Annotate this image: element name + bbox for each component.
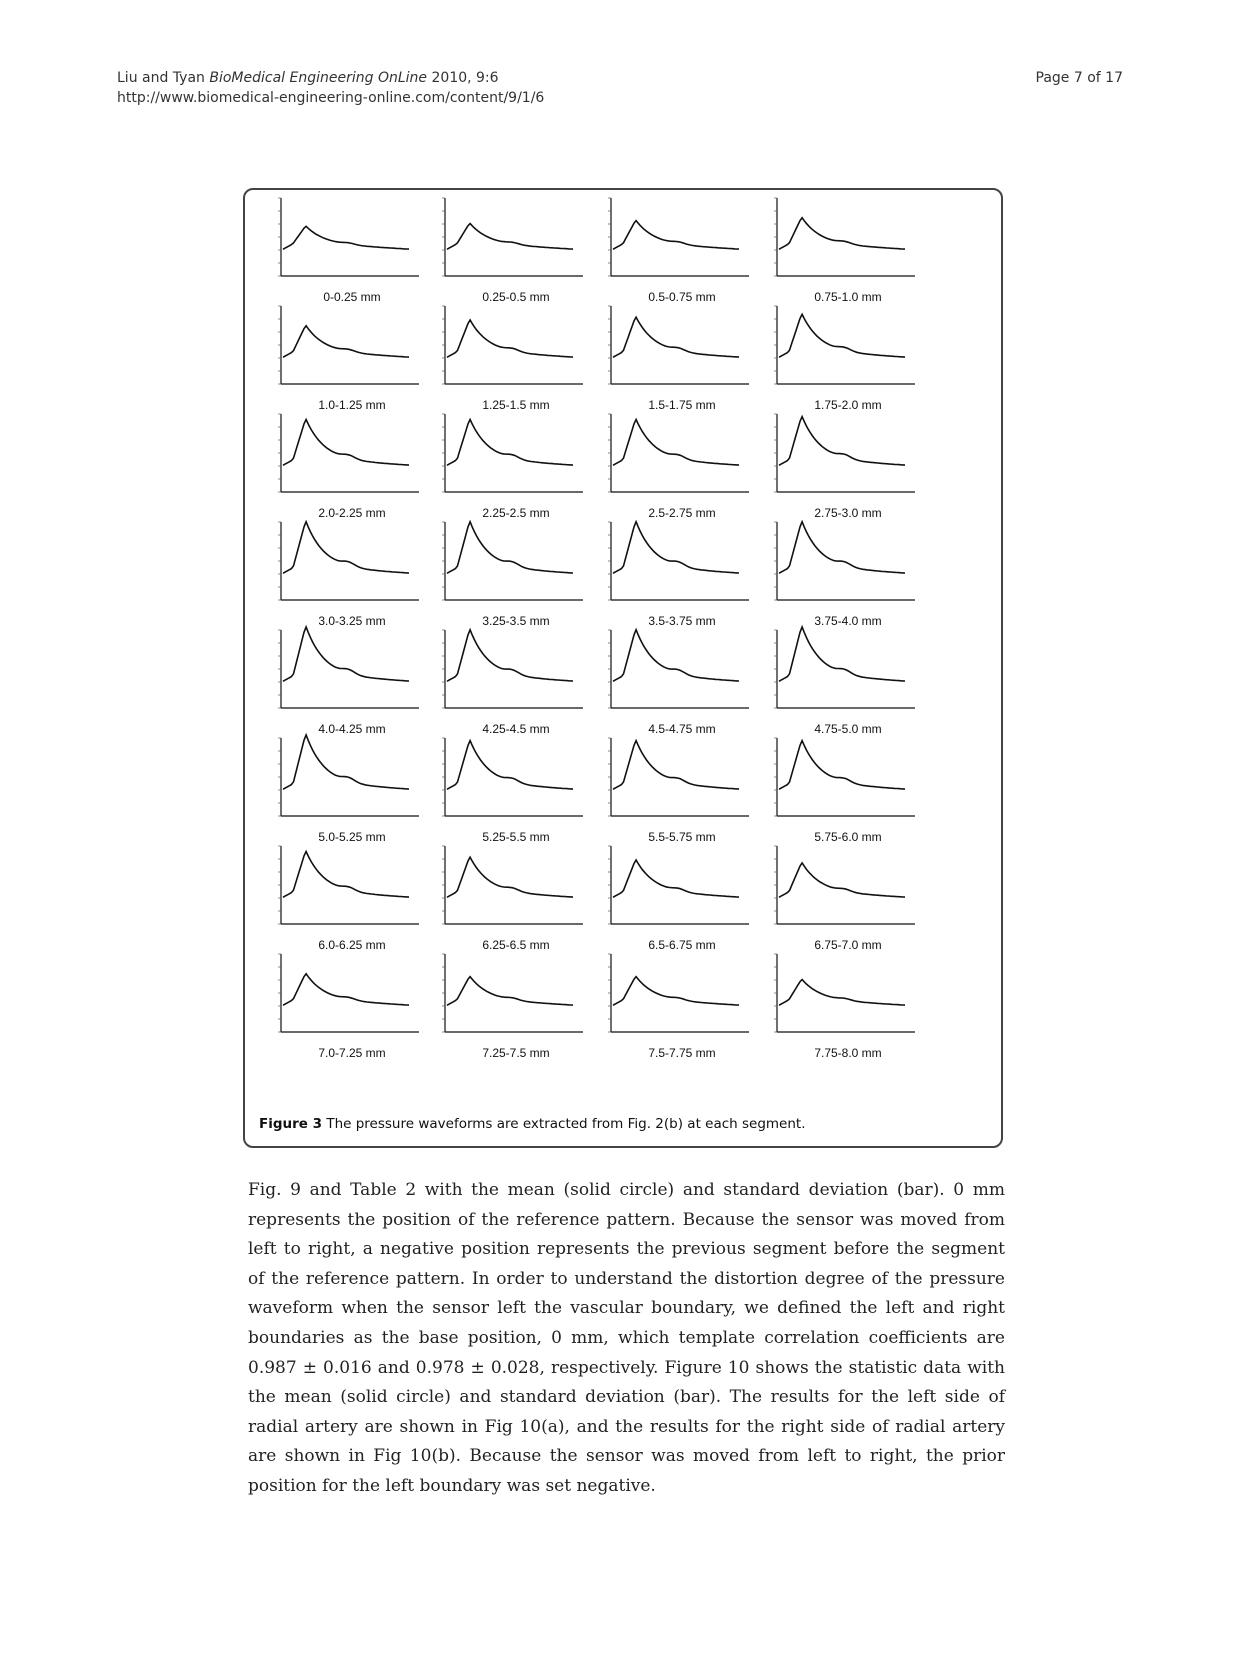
pressure-waveform — [447, 522, 573, 574]
pressure-waveform — [447, 320, 573, 357]
waveform-panel — [774, 414, 915, 492]
panel-label: 5.75-6.0 mm — [814, 830, 882, 844]
pressure-waveform — [779, 863, 905, 897]
waveform-panel — [608, 954, 749, 1032]
citation-line — [117, 68, 544, 88]
waveform-panel — [442, 954, 583, 1032]
pressure-waveform — [779, 314, 905, 357]
panel-label: 3.75-4.0 mm — [814, 614, 882, 628]
panel-label: 7.75-8.0 mm — [814, 1046, 882, 1060]
pressure-waveform — [613, 977, 739, 1006]
pressure-waveform — [779, 741, 905, 790]
waveform-panel — [774, 954, 915, 1032]
waveform-panel — [278, 846, 419, 924]
waveform-panel — [608, 738, 749, 816]
panel-label: 7.25-7.5 mm — [482, 1046, 550, 1060]
panel-label: 4.5-4.75 mm — [648, 722, 716, 736]
waveform-panel — [278, 198, 419, 276]
pressure-waveform — [283, 735, 409, 789]
pressure-waveform — [613, 630, 739, 682]
pressure-waveform — [447, 224, 573, 250]
panel-label: 7.5-7.75 mm — [648, 1046, 716, 1060]
panel-label: 2.75-3.0 mm — [814, 506, 882, 520]
page-number: Page 7 of 17 — [1035, 70, 1123, 86]
waveform-panel — [608, 414, 749, 492]
panel-label: 3.0-3.25 mm — [318, 614, 386, 628]
pressure-waveform — [283, 522, 409, 574]
panel-label: 0-0.25 mm — [323, 290, 381, 304]
waveform-panel — [442, 198, 583, 276]
panel-label: 2.0-2.25 mm — [318, 506, 386, 520]
pressure-waveform — [283, 627, 409, 681]
waveform-panel — [278, 627, 419, 708]
panel-label: 6.25-6.5 mm — [482, 938, 550, 952]
pressure-waveform — [779, 980, 905, 1006]
caption-text: The pressure waveforms are extracted from Fig. 2(b) at each segment. — [326, 1116, 806, 1132]
pressure-waveform — [613, 317, 739, 357]
pressure-waveform — [283, 974, 409, 1006]
panel-label: 4.25-4.5 mm — [482, 722, 550, 736]
waveform-panel — [278, 522, 419, 600]
panel-label: 0.5-0.75 mm — [648, 290, 716, 304]
waveform-panel — [608, 846, 749, 924]
pressure-waveform — [283, 852, 409, 898]
panel-label: 4.0-4.25 mm — [318, 722, 386, 736]
body-paragraph: Fig. 9 and Table 2 with the mean (solid circle) and standard deviation (bar). 0 mm represents the position of the reference pattern. Because the sensor was moved from left to right, a negative position represents the previous segment before the segment of the reference pattern. In order to understand the distortion degree of the pressure waveform when the sensor left the vascular boundary, we defined the left and right boundaries as the base position, 0 mm, which template correlation coefficients are 0.987 ± 0.016 and 0.978 ± 0.028, respectively. Figure 10 shows the statistic data with the mean (solid circle) and standard deviation (bar). The results for the left side of radial artery are shown in Fig 10(a), and the results for the right side of radial artery are shown in Fig 10(b). Because the sensor was moved from left to right, the prior position for the left boundary was set negative. — [248, 1180, 1005, 1496]
pressure-waveform — [613, 741, 739, 790]
pressure-waveform — [779, 627, 905, 681]
authors: Liu and Tyan — [117, 70, 205, 86]
pressure-waveform — [283, 326, 409, 358]
panel-label: 1.0-1.25 mm — [318, 398, 386, 412]
waveform-panel — [442, 414, 583, 492]
pressure-waveform — [447, 630, 573, 682]
pressure-waveform — [447, 420, 573, 466]
panel-label: 3.25-3.5 mm — [482, 614, 550, 628]
panel-label: 6.0-6.25 mm — [318, 938, 386, 952]
waveform-panel — [608, 522, 749, 600]
journal-name: BioMedical Engineering OnLine — [209, 70, 428, 86]
waveform-panel — [278, 306, 419, 384]
waveform-panel — [774, 738, 915, 816]
running-header — [117, 68, 544, 108]
panel-label: 4.75-5.0 mm — [814, 722, 882, 736]
article-url[interactable]: http://www.biomedical-engineering-online.com/content/9/1/6 — [117, 90, 545, 106]
panel-label: 5.25-5.5 mm — [482, 830, 550, 844]
panel-label: 1.25-1.5 mm — [482, 398, 550, 412]
pressure-waveform — [447, 857, 573, 897]
waveform-panel — [774, 627, 915, 708]
pressure-waveform — [283, 420, 409, 466]
pressure-waveform — [779, 417, 905, 466]
panel-label: 2.25-2.5 mm — [482, 506, 550, 520]
caption-label: Figure 3 — [259, 1116, 323, 1132]
pressure-waveform — [779, 522, 905, 574]
waveform-panel — [774, 522, 915, 600]
panel-label: 6.75-7.0 mm — [814, 938, 882, 952]
pressure-waveform — [779, 218, 905, 250]
pressure-waveform — [613, 522, 739, 574]
pressure-waveform — [447, 741, 573, 790]
waveform-panel — [442, 630, 583, 708]
year-volume: 2010, 9:6 — [431, 70, 499, 86]
panel-label: 3.5-3.75 mm — [648, 614, 716, 628]
panel-label: 0.75-1.0 mm — [814, 290, 882, 304]
waveform-panel — [774, 306, 915, 384]
pressure-waveform — [613, 860, 739, 897]
waveform-panel — [608, 198, 749, 276]
panel-label: 0.25-0.5 mm — [482, 290, 550, 304]
panel-label: 5.0-5.25 mm — [318, 830, 386, 844]
pressure-waveform — [613, 221, 739, 250]
waveform-panel — [278, 414, 419, 492]
waveform-panel — [442, 522, 583, 600]
waveform-panel — [442, 306, 583, 384]
pressure-waveform — [447, 977, 573, 1006]
waveform-panel — [442, 846, 583, 924]
waveform-panel — [442, 738, 583, 816]
figure-3 — [243, 188, 1003, 1148]
waveform-panel — [774, 846, 915, 924]
waveform-panel — [278, 954, 419, 1032]
panel-label: 1.75-2.0 mm — [814, 398, 882, 412]
panel-label: 1.5-1.75 mm — [648, 398, 716, 412]
waveform-panel — [608, 306, 749, 384]
panel-label: 5.5-5.75 mm — [648, 830, 716, 844]
panel-label: 7.0-7.25 mm — [318, 1046, 386, 1060]
waveform-panel — [774, 198, 915, 276]
waveform-grid — [245, 190, 1001, 1146]
pressure-waveform — [613, 420, 739, 466]
panel-label: 2.5-2.75 mm — [648, 506, 716, 520]
figure-caption — [259, 1116, 806, 1132]
pressure-waveform — [283, 226, 409, 249]
waveform-panel — [278, 735, 419, 816]
waveform-panel — [608, 630, 749, 708]
panel-label: 6.5-6.75 mm — [648, 938, 716, 952]
